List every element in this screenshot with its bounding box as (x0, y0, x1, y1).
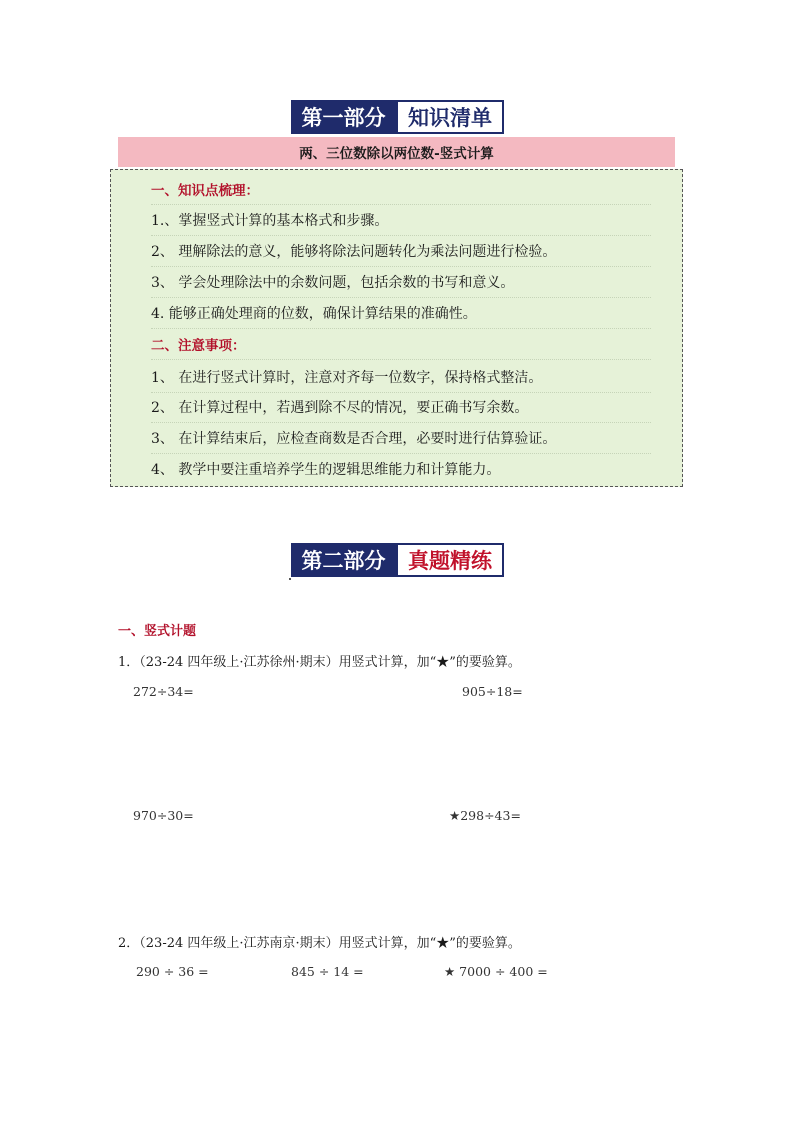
q1-expression: 272÷34= (133, 684, 194, 699)
note-item: 2、 在计算过程中，若遇到除不尽的情况，要正确书写余数。 (151, 392, 651, 423)
knowledge-point: 3、 学会处理除法中的余数问题，包括余数的书写和意义。 (151, 267, 651, 298)
part1-banner-left: 第一部分 (291, 100, 396, 134)
decorative-dot (289, 578, 291, 580)
topic-title: 两、三位数除以两位数-竖式计算 (118, 137, 675, 167)
knowledge-point: 2、 理解除法的意义，能够将除法问题转化为乘法问题进行检验。 (151, 236, 651, 267)
part2-banner (291, 543, 504, 577)
part2-banner-right: 真题精练 (396, 543, 504, 577)
part2-banner-left: 第二部分 (291, 543, 396, 577)
knowledge-heading: 一、知识点梳理： (151, 174, 651, 205)
q2-expression: ★ 7000 ÷ 400 = (444, 964, 548, 979)
section-heading: 一、竖式计题 (118, 624, 197, 639)
part1-banner-right: 知识清单 (396, 100, 504, 134)
note-item: 4、 教学中要注重培养学生的逻辑思维能力和计算能力。 (151, 461, 501, 478)
note-item: 3、 在计算结束后，应检查商数是否合理，必要时进行估算验证。 (151, 423, 651, 454)
question-2-text: 2．（23-24 四年级上·江苏南京·期末）用竖式计算，加“★”的要验算。 (118, 936, 521, 951)
knowledge-point: 1.、掌握竖式计算的基本格式和步骤。 (151, 205, 651, 236)
knowledge-point: 4. 能够正确处理商的位数，确保计算结果的准确性。 (151, 298, 651, 329)
q2-expression: 290 ÷ 36 = (136, 964, 209, 979)
question-1-text: 1．（23-24 四年级上·江苏徐州·期末）用竖式计算，加“★”的要验算。 (118, 655, 521, 670)
knowledge-box (110, 169, 683, 487)
part1-banner (291, 100, 504, 134)
q2-expression: 845 ÷ 14 = (291, 964, 364, 979)
q1-expression: 970÷30= (133, 808, 194, 823)
note-item: 1、 在进行竖式计算时，注意对齐每一位数字，保持格式整洁。 (151, 362, 651, 393)
q1-expression: ★298÷43= (449, 808, 521, 823)
q1-expression: 905÷18= (462, 684, 523, 699)
notes-heading: 二、注意事项： (151, 329, 651, 360)
